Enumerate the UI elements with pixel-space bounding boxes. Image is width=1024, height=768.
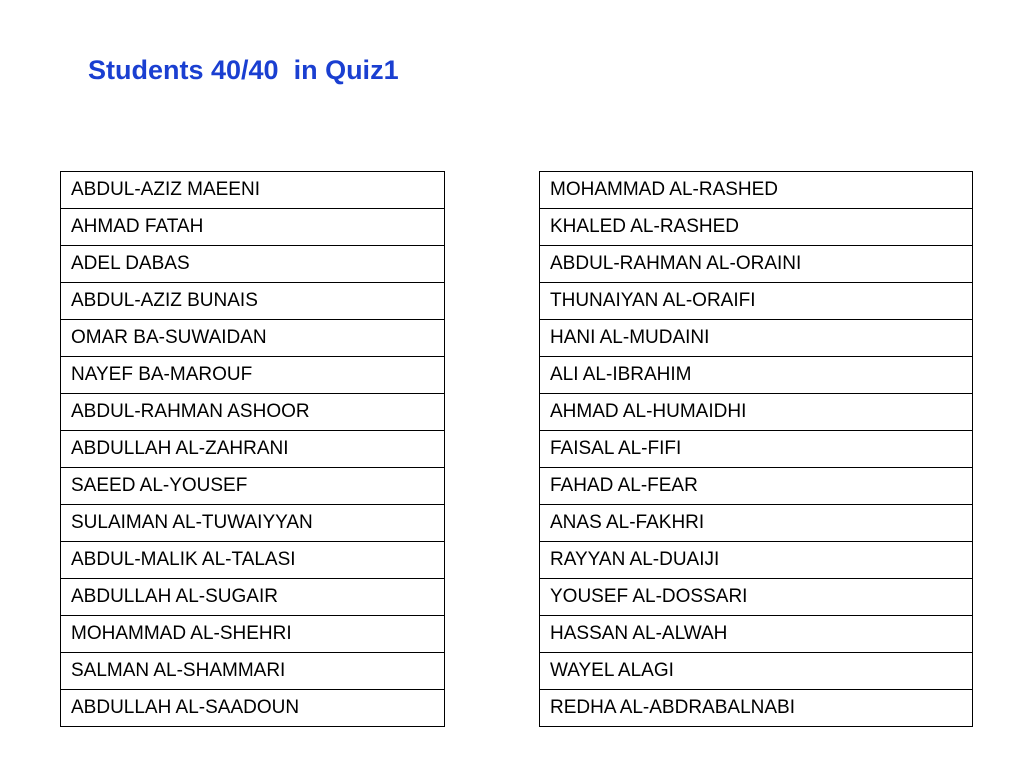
student-table-left-body — [61, 172, 445, 727]
table-row — [61, 690, 445, 727]
student-name-cell: OMAR BA-SUWAIDAN — [61, 320, 445, 357]
table-row — [540, 209, 973, 246]
student-name-cell: SULAIMAN AL-TUWAIYYAN — [61, 505, 445, 542]
student-name-cell: SALMAN AL-SHAMMARI — [61, 653, 445, 690]
student-name-cell: YOUSEF AL-DOSSARI — [540, 579, 973, 616]
table-row — [540, 542, 973, 579]
table-row — [540, 431, 973, 468]
table-row — [61, 468, 445, 505]
student-name-cell: ADEL DABAS — [61, 246, 445, 283]
student-name-cell: RAYYAN AL-DUAIJI — [540, 542, 973, 579]
student-table-left — [60, 171, 445, 727]
student-name-cell: THUNAIYAN AL-ORAIFI — [540, 283, 973, 320]
table-row — [61, 394, 445, 431]
student-name-cell: ABDULLAH AL-SAADOUN — [61, 690, 445, 727]
table-row — [61, 579, 445, 616]
table-row — [540, 246, 973, 283]
student-name-cell: ANAS AL-FAKHRI — [540, 505, 973, 542]
table-row — [540, 394, 973, 431]
student-name-cell: ALI AL-IBRAHIM — [540, 357, 973, 394]
student-name-cell: HANI AL-MUDAINI — [540, 320, 973, 357]
table-row — [540, 283, 973, 320]
student-name-cell: ABDUL-AZIZ MAEENI — [61, 172, 445, 209]
page-title: Students 40/40 in Quiz1 — [88, 55, 399, 85]
table-row — [61, 653, 445, 690]
table-row — [61, 246, 445, 283]
student-table-right-body — [540, 172, 973, 727]
table-row — [61, 172, 445, 209]
student-name-cell: AHMAD FATAH — [61, 209, 445, 246]
table-row — [540, 468, 973, 505]
student-name-cell: MOHAMMAD AL-RASHED — [540, 172, 973, 209]
table-row — [61, 320, 445, 357]
table-row — [540, 357, 973, 394]
table-row — [540, 172, 973, 209]
table-row — [61, 209, 445, 246]
table-row — [540, 653, 973, 690]
student-name-cell: WAYEL ALAGI — [540, 653, 973, 690]
student-name-cell: NAYEF BA-MAROUF — [61, 357, 445, 394]
table-row — [540, 616, 973, 653]
table-row — [61, 616, 445, 653]
table-row — [61, 542, 445, 579]
table-row — [540, 505, 973, 542]
student-name-cell: ABDULLAH AL-SUGAIR — [61, 579, 445, 616]
student-name-cell: ABDULLAH AL-ZAHRANI — [61, 431, 445, 468]
student-name-cell: ABDUL-RAHMAN ASHOOR — [61, 394, 445, 431]
student-name-cell: ABDUL-RAHMAN AL-ORAINI — [540, 246, 973, 283]
student-name-cell: KHALED AL-RASHED — [540, 209, 973, 246]
student-name-cell: REDHA AL-ABDRABALNABI — [540, 690, 973, 727]
table-row — [540, 579, 973, 616]
student-name-cell: AHMAD AL-HUMAIDHI — [540, 394, 973, 431]
student-name-cell: SAEED AL-YOUSEF — [61, 468, 445, 505]
student-name-cell: FAISAL AL-FIFI — [540, 431, 973, 468]
student-table-right — [539, 171, 973, 727]
table-row — [61, 357, 445, 394]
table-row — [540, 320, 973, 357]
student-name-cell: ABDUL-MALIK AL-TALASI — [61, 542, 445, 579]
table-row — [540, 690, 973, 727]
table-row — [61, 283, 445, 320]
student-name-cell: HASSAN AL-ALWAH — [540, 616, 973, 653]
table-row — [61, 431, 445, 468]
student-name-cell: ABDUL-AZIZ BUNAIS — [61, 283, 445, 320]
student-name-cell: MOHAMMAD AL-SHEHRI — [61, 616, 445, 653]
table-row — [61, 505, 445, 542]
student-name-cell: FAHAD AL-FEAR — [540, 468, 973, 505]
